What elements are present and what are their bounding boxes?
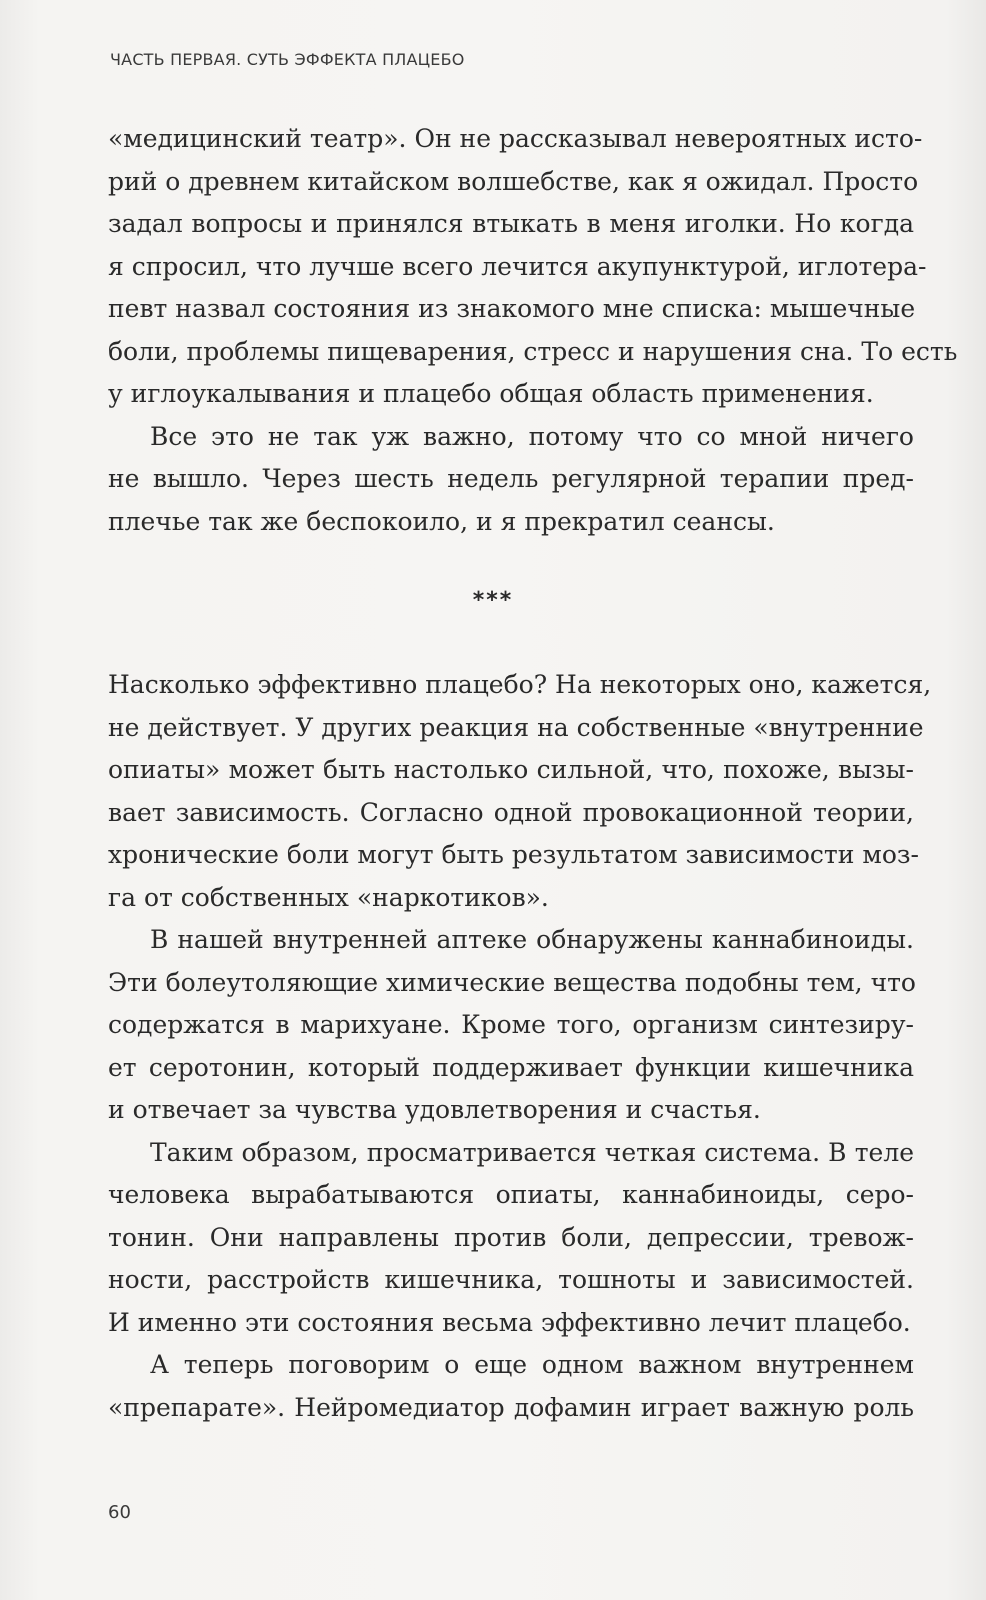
text-line: не действует. У других реакция на собственные «внутренние: [108, 712, 924, 742]
text-line: А теперь поговорим о еще одном важном внутреннем: [150, 1350, 914, 1379]
text-line: тонин. Они направлены против боли, депрессии, тревож-: [108, 1222, 914, 1252]
text-line: рий о древнем китайском волшебстве, как я ожидал. Просто: [108, 166, 919, 196]
running-header: ЧАСТЬ ПЕРВАЯ. СУТЬ ЭФФЕКТА ПЛАЦЕБО: [110, 50, 465, 69]
text-line: га от собственных «наркотиков».: [108, 882, 549, 912]
section-separator: ***: [472, 588, 514, 613]
text-line: не вышло. Через шесть недель регулярной терапии пред-: [108, 464, 914, 493]
text-line: задал вопросы и принялся втыкать в меня иголки. Но когда: [108, 209, 914, 238]
text-line: «препарате». Нейромедиатор дофамин играет важную роль: [108, 1392, 914, 1422]
text-line: Насколько эффективно плацебо? На некоторых оно, кажется,: [108, 670, 932, 699]
text-line: ности, расстройств кишечника, тошноты и зависимостей.: [108, 1265, 914, 1294]
paragraph: [108, 664, 932, 919]
text-block-top: [108, 118, 958, 543]
text-line: Эти болеутоляющие химические вещества подобны тем, что: [108, 967, 916, 997]
text-line: Таким образом, просматривается четкая система. В теле: [150, 1137, 914, 1167]
text-line: Все это не так уж важно, потому что со мной ничего: [150, 421, 914, 451]
text-line: плечье так же беспокоило, и я прекратил сеансы.: [108, 506, 775, 536]
text-line: содержатся в марихуане. Кроме того, организм синтезиру-: [108, 1010, 914, 1039]
text-line: и отвечает за чувства удовлетворения и счастья.: [108, 1095, 761, 1124]
text-line: вает зависимость. Согласно одной провокационной теории,: [108, 797, 914, 827]
text-line: у иглоукалывания и плацебо общая область применения.: [108, 379, 874, 408]
text-line: боли, проблемы пищеварения, стресс и нарушения сна. То есть: [108, 336, 958, 366]
text-line: я спросил, что лучше всего лечится акупунктурой, иглотера-: [108, 251, 927, 281]
text-line: певт назвал состояния из знакомого мне списка: мышечные: [108, 294, 916, 323]
paragraph: [108, 1132, 914, 1345]
page-number: 60: [108, 1502, 131, 1523]
text-line: В нашей внутренней аптеке обнаружены каннабиноиды.: [150, 925, 914, 954]
text-line: человека вырабатываются опиаты, каннабиноиды, серо-: [108, 1180, 914, 1209]
text-line: ет серотонин, который поддерживает функции кишечника: [108, 1052, 914, 1082]
paragraph: [108, 118, 958, 416]
text-line: хронические боли могут быть результатом зависимости моз-: [108, 840, 919, 869]
paragraph: [108, 919, 914, 1132]
text-line: И именно эти состояния весьма эффективно лечит плацебо.: [108, 1307, 911, 1337]
paragraph: [108, 416, 914, 544]
text-block-bottom: [108, 664, 932, 1429]
text-line: «медицинский театр». Он не рассказывал невероятных исто-: [108, 124, 923, 153]
paragraph: [108, 1344, 914, 1429]
text-line: опиаты» может быть настолько сильной, что, похоже, вызы-: [108, 755, 914, 784]
